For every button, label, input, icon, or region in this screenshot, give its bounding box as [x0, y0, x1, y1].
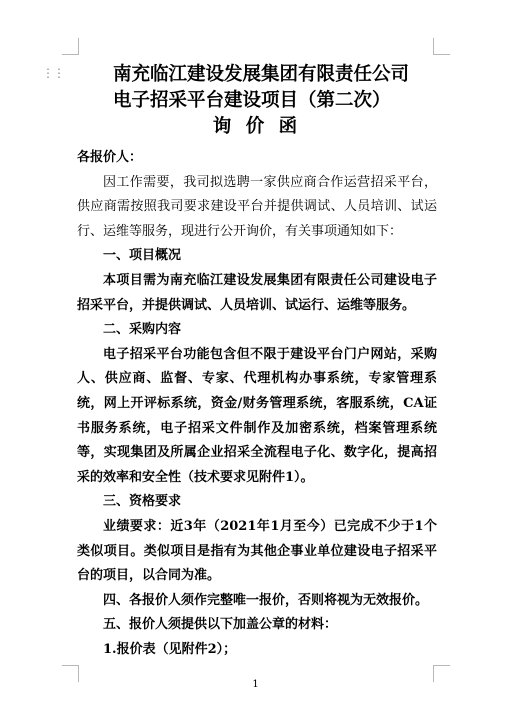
title-line-2: 电子招采平台建设项目（第二次）	[113, 90, 391, 111]
title-line-3: 询 价 函	[212, 116, 302, 137]
section-4-paragraph: 四、各报价人须作完整唯一报价，否则将视为无效报价。	[103, 592, 429, 608]
project-overview-paragraph: 本项目需为南充临江建设发展集团有限责任公司建设电子招采平台，并提供调试、人员培训、试运行、运维等服务。	[77, 272, 437, 313]
title-line-1: 南充临江建设发展集团有限责任公司	[113, 64, 410, 85]
margin-mark-top-right	[433, 38, 450, 55]
list-item-quote-form: 1.报价表（见附件2）；	[103, 641, 237, 657]
document-content	[77, 62, 437, 662]
qualification-paragraph: 业绩要求：近3年（2021年1月至今）已完成不少于1个类似项目。类似项目是指有为其他企事业单位建设电子招采平台的项目，以合同为准。	[77, 518, 437, 584]
section-heading-3: 三、资格要求	[103, 494, 182, 510]
intro-paragraph: 因工作需要，我司拟选聘一家供应商合作运营招采平台，供应商需按照我司要求建设平台并提供调试、人员培训、试运行、运维等服务，现进行公开询价，有关事项通知如下：	[77, 174, 437, 239]
procurement-content-paragraph: 电子招采平台功能包含但不限于建设平台门户网站，采购人、供应商、监督、专家、代理机构办事系统，专家管理系统，网上开评标系统，资金/财务管理系统，客服系统，CA证书服务系统，电子招采文件制作及加密系统，档案管理系统等，实现集团及所属企业招采全流程电子化、数字化，提高招采的效率和安全性（技术要求见附件1）。	[77, 346, 437, 485]
drag-handle-icon[interactable]: ⋮⋮	[42, 66, 64, 80]
section-heading-1: 一、项目概况	[103, 248, 182, 264]
margin-mark-top-left	[62, 38, 79, 55]
salutation: 各报价人：	[77, 150, 143, 165]
section-5-paragraph: 五、报价人须提供以下加盖公章的材料：	[103, 617, 338, 633]
section-heading-2: 二、采购内容	[103, 322, 182, 338]
page-number: 1	[252, 679, 259, 690]
